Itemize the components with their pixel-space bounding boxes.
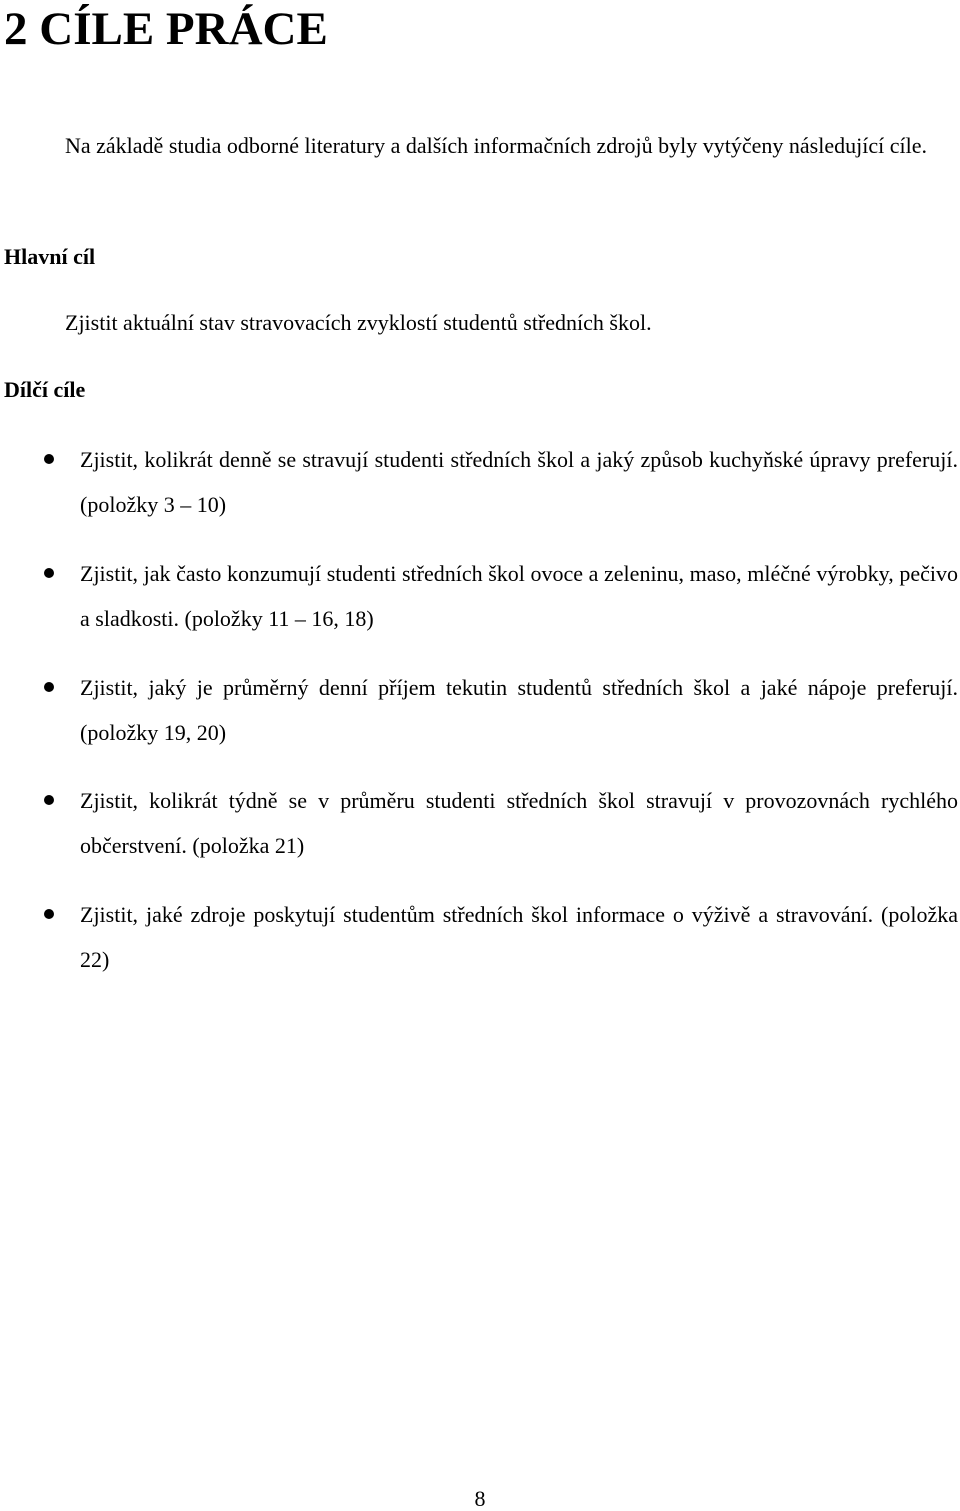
list-item-text: Zjistit, jak často konzumují studenti středních škol ovoce a zeleninu, maso, mléčné výrobky, pečivo a sladkosti. (položky 11 – 16, 18) (80, 561, 958, 631)
main-goal-text: Zjistit aktuální stav stravovacích zvyklostí studentů středních škol. (65, 310, 652, 335)
list-item-text: Zjistit, kolikrát týdně se v průměru studenti středních škol stravují v provozovnách rychlého občerstvení. (položka 21) (80, 788, 958, 858)
list-item (0, 665, 960, 755)
list-item-text: Zjistit, kolikrát denně se stravují studenti středních škol a jaký způsob kuchyňské úpravy preferují. (položky 3 – 10) (80, 447, 958, 517)
chapter-title: 2 CÍLE PRÁCE (4, 3, 328, 55)
bullet-icon (44, 454, 54, 464)
bullet-icon (44, 795, 54, 805)
main-goal-heading: Hlavní cíl (4, 244, 96, 269)
list-item (0, 551, 960, 641)
page-number: 8 (474, 1486, 486, 1511)
bullet-icon (44, 568, 54, 578)
bullet-icon (44, 682, 54, 692)
sub-goals-heading: Dílčí cíle (4, 377, 86, 402)
list-item-text: Zjistit, jaké zdroje poskytují studentům středních škol informace o výživě a stravování. (položka 22) (80, 902, 958, 972)
list-item-text: Zjistit, jaký je průměrný denní příjem tekutin studentů středních škol a jaké nápoje preferují. (položky 19, 20) (80, 675, 958, 745)
list-item (0, 892, 960, 982)
intro-paragraph: Na základě studia odborné literatury a dalších informačních zdrojů byly vytýčeny následující cíle. (65, 133, 927, 158)
list-item (0, 778, 960, 868)
bullet-icon (44, 909, 54, 919)
list-item (0, 437, 960, 527)
